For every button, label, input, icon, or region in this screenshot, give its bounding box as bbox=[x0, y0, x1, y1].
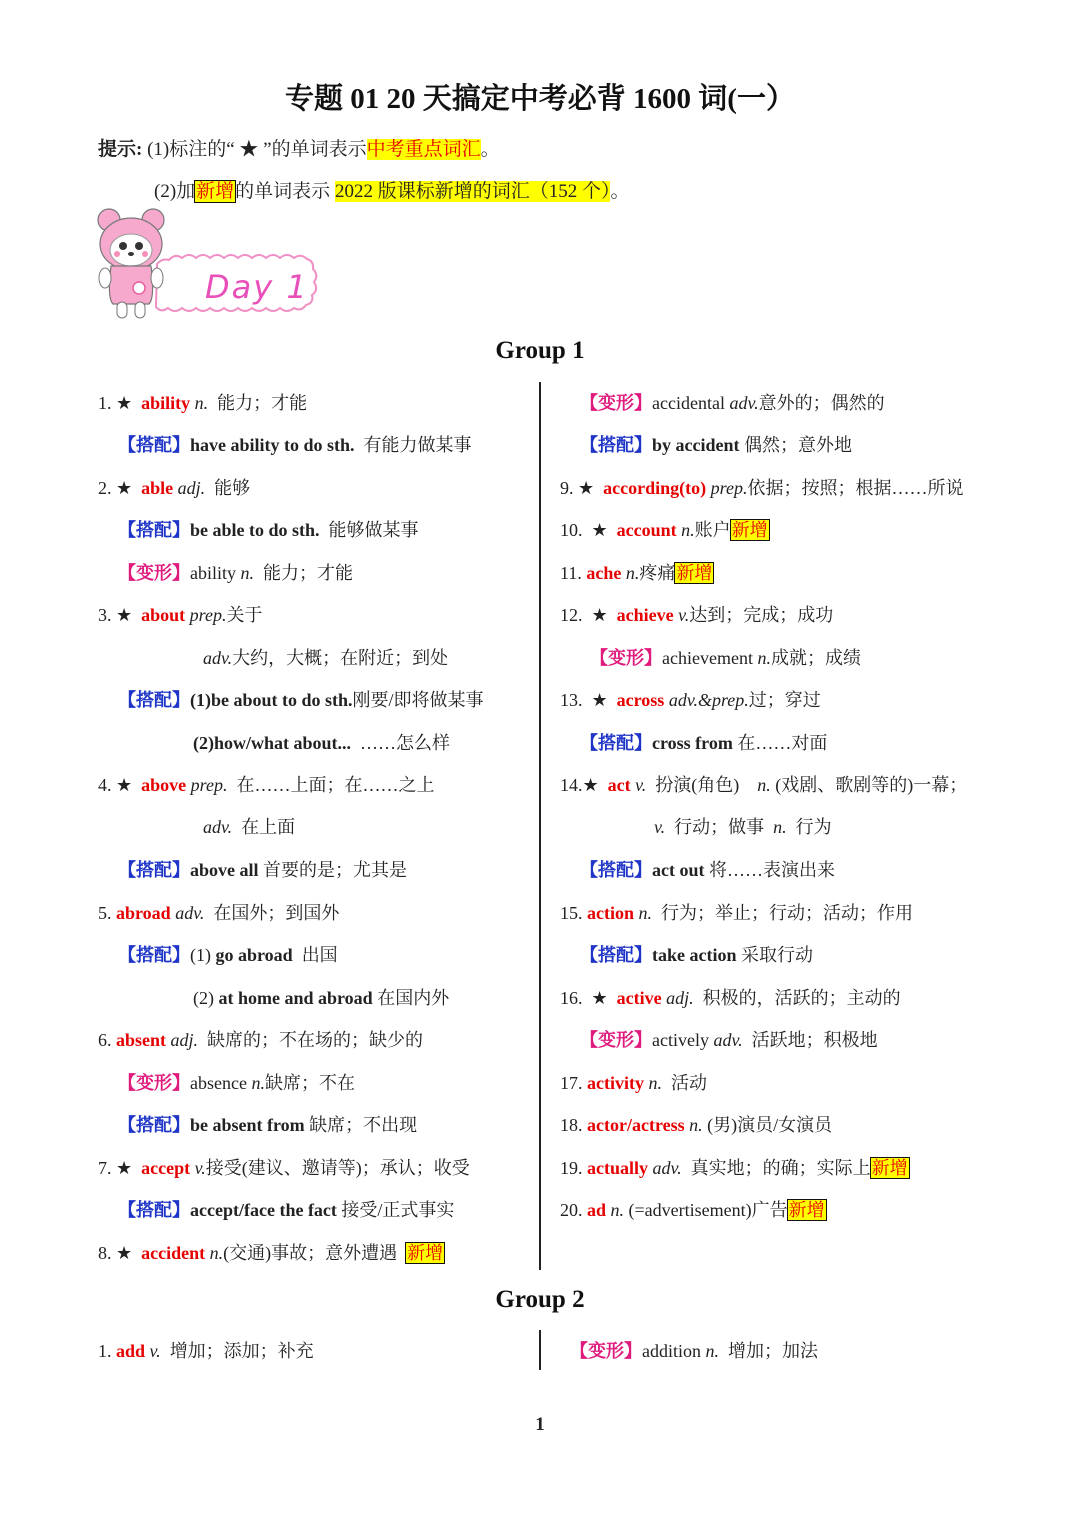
definition: 过；穿过 bbox=[748, 690, 821, 710]
definition: 疼痛 bbox=[639, 563, 676, 583]
list-item bbox=[98, 1337, 314, 1363]
sub-number: (1) bbox=[190, 945, 211, 965]
star-icon: ★ bbox=[116, 1243, 133, 1263]
definition: (交通)事故；意外遭遇 bbox=[223, 1243, 398, 1263]
tips-line1-highlight: 中考重点词汇 bbox=[366, 139, 481, 160]
list-item bbox=[560, 1154, 909, 1180]
variant-word: absence bbox=[190, 1073, 247, 1093]
list-item bbox=[560, 686, 821, 712]
list-item bbox=[98, 1239, 444, 1265]
variant-tag: 【变形】 bbox=[590, 648, 662, 668]
collocation-tag: 【搭配】 bbox=[580, 733, 652, 753]
part-of-speech: n. bbox=[648, 1073, 662, 1093]
variant-word: addition bbox=[642, 1341, 701, 1361]
headword: ad bbox=[587, 1200, 607, 1220]
part-of-speech: v. bbox=[149, 1341, 161, 1361]
column-divider bbox=[539, 382, 541, 1270]
entry-number: 7. bbox=[98, 1158, 112, 1178]
entry-number: 17. bbox=[560, 1073, 583, 1093]
tips-line2-text: (2)加 bbox=[154, 181, 196, 202]
definition: (男)演员/女演员 bbox=[707, 1115, 833, 1135]
entry-number: 18. bbox=[560, 1115, 583, 1135]
entry-number: 5. bbox=[98, 903, 112, 923]
list-item bbox=[560, 601, 833, 627]
collocation-tag: 【搭配】 bbox=[118, 945, 190, 965]
list-item bbox=[580, 1026, 878, 1052]
definition: 能够做某事 bbox=[328, 520, 419, 540]
definition: 偶然；意外地 bbox=[744, 435, 852, 455]
list-item bbox=[560, 1111, 832, 1137]
entry-number: 8. bbox=[98, 1243, 112, 1263]
headword: action bbox=[587, 903, 634, 923]
headword: according(to) bbox=[603, 478, 707, 498]
list-item bbox=[580, 389, 885, 415]
list-item bbox=[98, 1154, 470, 1180]
collocation-text: cross from bbox=[652, 733, 733, 753]
list-item bbox=[98, 899, 339, 925]
collocation-tag: 【搭配】 bbox=[118, 435, 190, 455]
collocation-text: act out bbox=[652, 860, 705, 880]
definition: 增加；添加；补充 bbox=[169, 1341, 314, 1361]
definition: 积极的，活跃的；主动的 bbox=[702, 988, 901, 1008]
definition: 采取行动 bbox=[741, 945, 813, 965]
list-item bbox=[560, 984, 901, 1010]
star-icon: ★ bbox=[591, 605, 608, 625]
collocation-tag: 【搭配】 bbox=[580, 860, 652, 880]
list-item bbox=[203, 813, 295, 839]
part-of-speech: adv. bbox=[652, 1158, 682, 1178]
collocation-tag: 【搭配】 bbox=[118, 690, 190, 710]
part-of-speech: adv. bbox=[729, 393, 759, 413]
definition: 在国内外 bbox=[377, 988, 450, 1008]
part-of-speech: prep. bbox=[710, 478, 748, 498]
star-icon: ★ bbox=[116, 478, 133, 498]
part-of-speech: n. bbox=[194, 393, 209, 413]
star-icon: ★ bbox=[578, 478, 595, 498]
part-of-speech: n. bbox=[757, 775, 771, 795]
definition: 接受/正式事实 bbox=[341, 1200, 455, 1220]
variant-tag: 【变形】 bbox=[580, 1030, 652, 1050]
new-tag: 新增 bbox=[788, 1200, 825, 1220]
definition: 达到；完成；成功 bbox=[689, 605, 834, 625]
entry-number: 10. bbox=[560, 520, 583, 540]
part-of-speech: adj. bbox=[177, 478, 206, 498]
entry-number: 9. bbox=[560, 478, 574, 498]
headword: about bbox=[141, 605, 186, 625]
part-of-speech: n. bbox=[757, 648, 771, 668]
variant-tag: 【变形】 bbox=[570, 1341, 642, 1361]
headword: able bbox=[141, 478, 174, 498]
collocation-text: go abroad bbox=[215, 945, 293, 965]
list-item bbox=[118, 1196, 454, 1222]
headword: across bbox=[616, 690, 665, 710]
list-item bbox=[98, 474, 250, 500]
definition: 在……对面 bbox=[737, 733, 828, 753]
headword: activity bbox=[587, 1073, 644, 1093]
list-item bbox=[580, 431, 852, 457]
definition: 缺席的；不在场的；缺少的 bbox=[207, 1030, 424, 1050]
list-item bbox=[193, 984, 449, 1010]
star-icon: ★ bbox=[582, 775, 599, 795]
variant-word: achievement bbox=[662, 648, 753, 668]
definition: 大约，大概；在附近；到处 bbox=[232, 648, 449, 668]
definition: 账户 bbox=[694, 520, 731, 540]
tips-line-2 bbox=[154, 176, 629, 203]
part-of-speech: adv. bbox=[203, 817, 233, 837]
list-item bbox=[560, 559, 713, 585]
definition: 增加；加法 bbox=[728, 1341, 818, 1361]
part-of-speech: v. bbox=[635, 775, 647, 795]
group-2-title: Group 2 bbox=[495, 1286, 585, 1313]
headword: active bbox=[616, 988, 662, 1008]
tips-line2-mid: 的单词表示 bbox=[235, 181, 335, 202]
headword: add bbox=[116, 1341, 146, 1361]
definition: 关于 bbox=[226, 605, 263, 625]
definition: (=advertisement)广告 bbox=[628, 1200, 788, 1220]
list-item bbox=[118, 559, 353, 585]
bear-mascot-icon bbox=[95, 206, 345, 324]
list-item bbox=[560, 474, 963, 500]
list-item bbox=[118, 431, 472, 457]
part-of-speech: prep. bbox=[189, 605, 227, 625]
collocation-tag: 【搭配】 bbox=[118, 1200, 190, 1220]
part-of-speech: adj. bbox=[170, 1030, 199, 1050]
list-item bbox=[560, 899, 913, 925]
entry-number: 15. bbox=[560, 903, 583, 923]
list-item bbox=[118, 686, 484, 712]
definition: 成就；成绩 bbox=[770, 648, 861, 668]
list-item bbox=[203, 644, 448, 670]
definition: 活动 bbox=[670, 1073, 707, 1093]
list-item bbox=[118, 516, 419, 542]
star-icon: ★ bbox=[591, 690, 608, 710]
part-of-speech: prep. bbox=[190, 775, 228, 795]
definition: 意外的；偶然的 bbox=[758, 393, 885, 413]
headword: abroad bbox=[116, 903, 171, 923]
definition: 真实地；的确；实际上 bbox=[690, 1158, 871, 1178]
definition: 扮演(角色) bbox=[655, 775, 740, 795]
list-item bbox=[580, 729, 827, 755]
new-tag: 新增 bbox=[196, 181, 235, 202]
collocation-text: take action bbox=[652, 945, 737, 965]
collocation-tag: 【搭配】 bbox=[118, 520, 190, 540]
list-item bbox=[118, 1111, 417, 1137]
list-item bbox=[118, 1069, 355, 1095]
definition: 行为 bbox=[795, 817, 832, 837]
definition: 能够 bbox=[214, 478, 251, 498]
headword: act bbox=[607, 775, 631, 795]
definition: 将……表演出来 bbox=[709, 860, 835, 880]
group-1-title: Group 1 bbox=[495, 337, 585, 364]
part-of-speech: n. bbox=[681, 520, 695, 540]
list-item bbox=[98, 389, 307, 415]
part-of-speech: n. bbox=[689, 1115, 703, 1135]
definition: 活跃地；积极地 bbox=[751, 1030, 878, 1050]
star-icon: ★ bbox=[591, 520, 608, 540]
entry-number: 2. bbox=[98, 478, 112, 498]
headword: ability bbox=[141, 393, 191, 413]
entry-number: 19. bbox=[560, 1158, 583, 1178]
definition: 在……上面；在……之上 bbox=[236, 775, 435, 795]
part-of-speech: v. bbox=[654, 817, 666, 837]
part-of-speech: n. bbox=[638, 903, 652, 923]
part-of-speech: n. bbox=[773, 817, 787, 837]
new-tag: 新增 bbox=[676, 563, 713, 583]
part-of-speech: n. bbox=[705, 1341, 719, 1361]
collocation-text: accept/face the fact bbox=[190, 1200, 337, 1220]
collocation-text: be able to do sth. bbox=[190, 520, 320, 540]
list-item bbox=[560, 516, 769, 542]
list-item bbox=[118, 856, 407, 882]
headword: above bbox=[141, 775, 187, 795]
star-icon: ★ bbox=[116, 393, 133, 413]
collocation-text: at home and abroad bbox=[218, 988, 373, 1008]
headword: accident bbox=[141, 1243, 206, 1263]
collocation-text: by accident bbox=[652, 435, 740, 455]
variant-word: ability bbox=[190, 563, 236, 583]
definition: 行为；举止；行动；活动；作用 bbox=[661, 903, 913, 923]
headword: actor/actress bbox=[587, 1115, 685, 1135]
tips-line2-highlight: 2022 版课标新增的词汇（152 个） bbox=[334, 181, 611, 202]
definition: 出国 bbox=[301, 945, 338, 965]
collocation-tag: 【搭配】 bbox=[118, 1115, 190, 1135]
part-of-speech: adv. bbox=[175, 903, 205, 923]
list-item bbox=[560, 771, 967, 797]
tips-line2-end: 。 bbox=[610, 181, 630, 202]
list-item bbox=[98, 1026, 423, 1052]
collocation-text: have ability to do sth. bbox=[190, 435, 355, 455]
list-item bbox=[570, 1337, 818, 1363]
variant-tag: 【变形】 bbox=[118, 563, 190, 583]
entry-number: 13. bbox=[560, 690, 583, 710]
star-icon: ★ bbox=[591, 988, 608, 1008]
list-item bbox=[560, 1196, 826, 1222]
variant-tag: 【变形】 bbox=[118, 1073, 190, 1093]
collocation-text: be absent from bbox=[190, 1115, 305, 1135]
entry-number: 1. bbox=[98, 393, 112, 413]
definition: 缺席；不在 bbox=[264, 1073, 355, 1093]
list-item bbox=[98, 771, 434, 797]
definition: 能力；才能 bbox=[263, 563, 353, 583]
definition: ……怎么样 bbox=[360, 733, 451, 753]
star-icon: ★ bbox=[116, 1158, 133, 1178]
definition: 行动；做事 bbox=[674, 817, 765, 837]
part-of-speech: adv.&prep. bbox=[668, 690, 749, 710]
headword: absent bbox=[116, 1030, 167, 1050]
list-item bbox=[580, 941, 813, 967]
variant-tag: 【变形】 bbox=[580, 393, 652, 413]
part-of-speech: v. bbox=[678, 605, 690, 625]
part-of-speech: n. bbox=[209, 1243, 224, 1263]
day-label: Day 1 bbox=[205, 268, 309, 306]
definition: 缺席；不出现 bbox=[309, 1115, 418, 1135]
tips-line1-end: 。 bbox=[480, 139, 500, 160]
column-divider-group2 bbox=[539, 1330, 541, 1370]
definition: 首要的是；尤其是 bbox=[263, 860, 408, 880]
entry-number: 12. bbox=[560, 605, 583, 625]
page-number: 1 bbox=[535, 1414, 545, 1435]
definition: 刚要/即将做某事 bbox=[352, 690, 484, 710]
list-item bbox=[654, 813, 832, 839]
list-item bbox=[580, 856, 835, 882]
collocation-tag: 【搭配】 bbox=[580, 435, 652, 455]
part-of-speech: n. bbox=[251, 1073, 265, 1093]
definition: 依据；按照；根据……所说 bbox=[747, 478, 964, 498]
definition: 接受(建议、邀请等)；承认；收受 bbox=[205, 1158, 470, 1178]
new-tag: 新增 bbox=[871, 1158, 908, 1178]
collocation-tag: 【搭配】 bbox=[118, 860, 190, 880]
list-item bbox=[193, 729, 450, 755]
tips-line1-text: (1)标注的“ ★ ”的单词表示 bbox=[147, 139, 367, 160]
entry-number: 11. bbox=[560, 563, 582, 583]
collocation-text: (1)be about to do sth. bbox=[190, 690, 353, 710]
headword: ache bbox=[586, 563, 622, 583]
headword: account bbox=[616, 520, 677, 540]
part-of-speech: adj. bbox=[666, 988, 694, 1008]
entry-number: 16. bbox=[560, 988, 583, 1008]
list-item bbox=[118, 941, 338, 967]
page-title: 专题 01 20 天搞定中考必背 1600 词(一） bbox=[285, 83, 795, 115]
part-of-speech: n. bbox=[610, 1200, 625, 1220]
definition: (戏剧、歌剧等的)一幕； bbox=[775, 775, 968, 795]
part-of-speech: adv. bbox=[713, 1030, 743, 1050]
part-of-speech: n. bbox=[240, 563, 254, 583]
entry-number: 1. bbox=[98, 1341, 112, 1361]
collocation-tag: 【搭配】 bbox=[580, 945, 652, 965]
collocation-text: above all bbox=[190, 860, 259, 880]
entry-number: 4. bbox=[98, 775, 112, 795]
entry-number: 3. bbox=[98, 605, 112, 625]
list-item bbox=[98, 601, 262, 627]
headword: actually bbox=[587, 1158, 648, 1178]
variant-word: accidental bbox=[652, 393, 725, 413]
star-icon: ★ bbox=[116, 775, 133, 795]
definition: 在国外；到国外 bbox=[213, 903, 340, 923]
tips-label: 提示: bbox=[98, 139, 143, 160]
headword: achieve bbox=[616, 605, 674, 625]
new-tag: 新增 bbox=[731, 520, 768, 540]
part-of-speech: n. bbox=[625, 563, 640, 583]
headword: accept bbox=[141, 1158, 191, 1178]
part-of-speech: v. bbox=[194, 1158, 206, 1178]
definition: 在上面 bbox=[241, 817, 296, 837]
entry-number: 6. bbox=[98, 1030, 112, 1050]
star-icon: ★ bbox=[116, 605, 133, 625]
definition: 能力；才能 bbox=[217, 393, 308, 413]
sub-number: (2) bbox=[193, 988, 214, 1008]
collocation-text: (2)how/what about... bbox=[193, 733, 352, 753]
entry-number: 14. bbox=[560, 775, 583, 795]
variant-word: actively bbox=[652, 1030, 709, 1050]
new-tag: 新增 bbox=[407, 1243, 444, 1263]
tips-line-1 bbox=[98, 134, 500, 161]
list-item bbox=[590, 644, 861, 670]
entry-number: 20. bbox=[560, 1200, 583, 1220]
definition: 有能力做某事 bbox=[363, 435, 472, 455]
list-item bbox=[560, 1069, 707, 1095]
part-of-speech: adv. bbox=[203, 648, 233, 668]
